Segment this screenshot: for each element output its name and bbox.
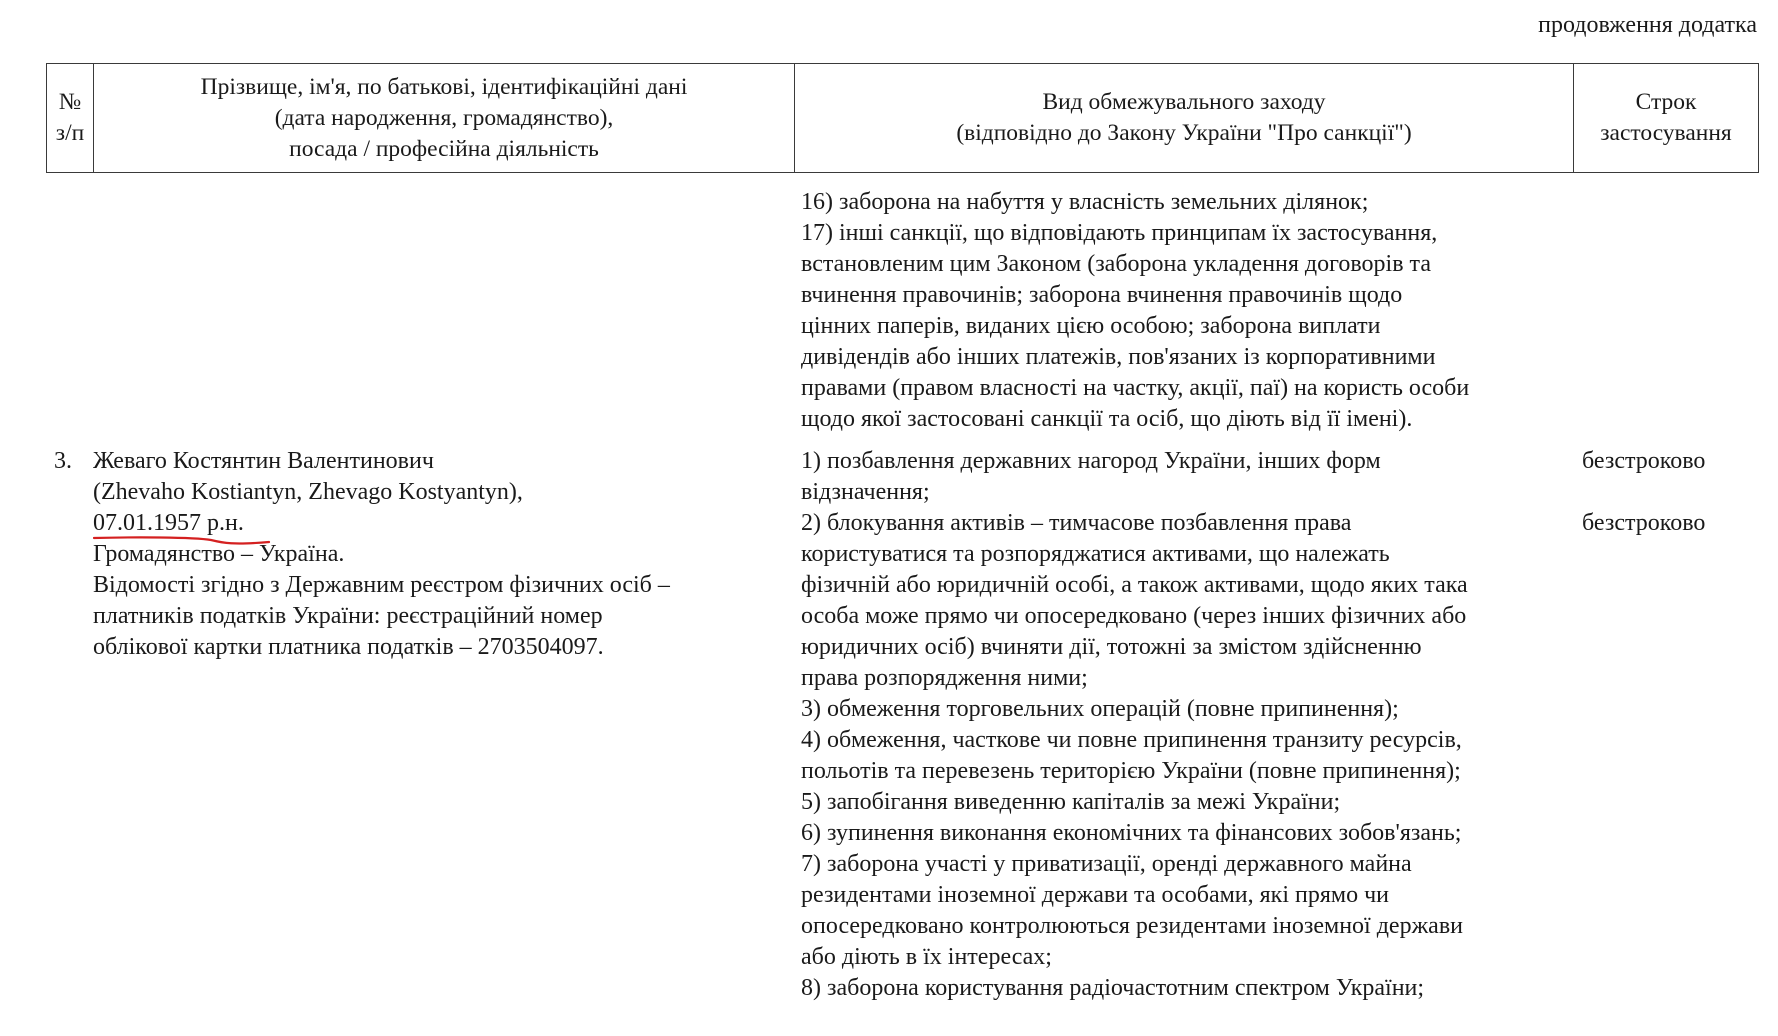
measure-line: права розпорядження ними; [801, 665, 1088, 691]
measure-line: фізичній або юридичній особі, а також активами, щодо яких така [801, 572, 1468, 598]
person-name-latin: (Zhevaho Kostiantyn, Zhevago Kostyantyn), [93, 479, 523, 505]
birth-date-highlighted [93, 508, 244, 539]
measure-line: або діють в їх інтересах; [801, 944, 1052, 970]
measure-line: 17) інші санкції, що відповідають принципам їх застосування, [801, 220, 1438, 246]
measure-line: 6) зупинення виконання економічних та фінансових зобов'язань; [801, 820, 1462, 846]
measure-line: 4) обмеження, часткове чи повне припинення транзиту ресурсів, [801, 727, 1462, 753]
measure-line: особа може прямо чи опосередковано (через інших фізичних або [801, 603, 1467, 629]
header-number: № з/п [47, 64, 94, 172]
continued-measures [794, 173, 1573, 435]
table-row [46, 446, 1759, 1004]
sanctions-table [46, 63, 1759, 1004]
continuation-label: продовження додатка [1538, 12, 1757, 38]
person-name-ua: Жеваго Костянтин Валентинович [93, 448, 434, 474]
measure-line: 2) блокування активів – тимчасове позбавлення права [801, 510, 1352, 536]
person-registry-line-1: Відомості згідно з Державним реєстром фізичних осіб – [93, 572, 670, 598]
measure-line: щодо якої застосовані санкції та осіб, що діють від її імені). [801, 406, 1413, 432]
header-term: Строк застосування [1600, 89, 1732, 146]
entry-measures [794, 446, 1573, 1004]
measure-line: 3) обмеження торговельних операцій (повне припинення); [801, 696, 1399, 722]
measure-line: юридичних осіб) вчиняти дії, тотожні за змістом здійсненню [801, 634, 1422, 660]
measure-line: дивідендів або інших платежів, пов'язаних із корпоративними [801, 344, 1436, 370]
measure-line: опосередковано контролюються резидентами іноземної держави [801, 913, 1463, 939]
entry-number: 3. [54, 448, 72, 474]
birth-date: 07.01.1957 р.н. [93, 510, 244, 536]
person-citizenship: Громадянство – Україна. [93, 541, 345, 567]
measure-line: 8) заборона користування радіочастотним спектром України; [801, 975, 1425, 1001]
measure-line: 5) запобігання виведенню капіталів за межі України; [801, 789, 1341, 815]
person-registry-line-3: облікової картки платника податків – 2703504097. [93, 634, 604, 660]
entry-person [93, 446, 794, 1004]
term-1: безстроково [1582, 448, 1706, 474]
measure-line: відзначення; [801, 479, 930, 505]
measure-line: встановленим цим Законом (заборона укладення договорів та [801, 251, 1431, 277]
header-person: Прізвище, ім'я, по батькові, ідентифікаційні дані (дата народження, громадянство), посада / професійна діяльність [94, 64, 795, 172]
measure-line: користуватися та розпоряджатися активами, що належать [801, 541, 1390, 567]
table-row-continued [46, 173, 1759, 435]
measure-line: правами (правом власності на частку, акції, паї) на користь особи [801, 375, 1470, 401]
entry-terms [1573, 446, 1759, 1004]
term-2: безстроково [1582, 510, 1706, 536]
measure-line: 16) заборона на набуття у власність земельних ділянок; [801, 189, 1369, 215]
measure-line: цінних паперів, виданих цією особою; заборона виплати [801, 313, 1381, 339]
measure-line: 1) позбавлення державних нагород України, інших форм [801, 448, 1381, 474]
header-measure: Вид обмежувального заходу (відповідно до Закону України "Про санкції") [795, 64, 1574, 172]
person-registry-line-2: платників податків України: реєстраційний номер [93, 603, 603, 629]
measure-line: вчинення правочинів; заборона вчинення правочинів щодо [801, 282, 1403, 308]
measure-line: 7) заборона участі у приватизації, оренді державного майна [801, 851, 1412, 877]
measure-line: резидентами іноземної держави та особами, які прямо чи [801, 882, 1389, 908]
measure-line: польотів та перевезень територією України (повне припинення); [801, 758, 1461, 784]
table-header [46, 63, 1759, 173]
